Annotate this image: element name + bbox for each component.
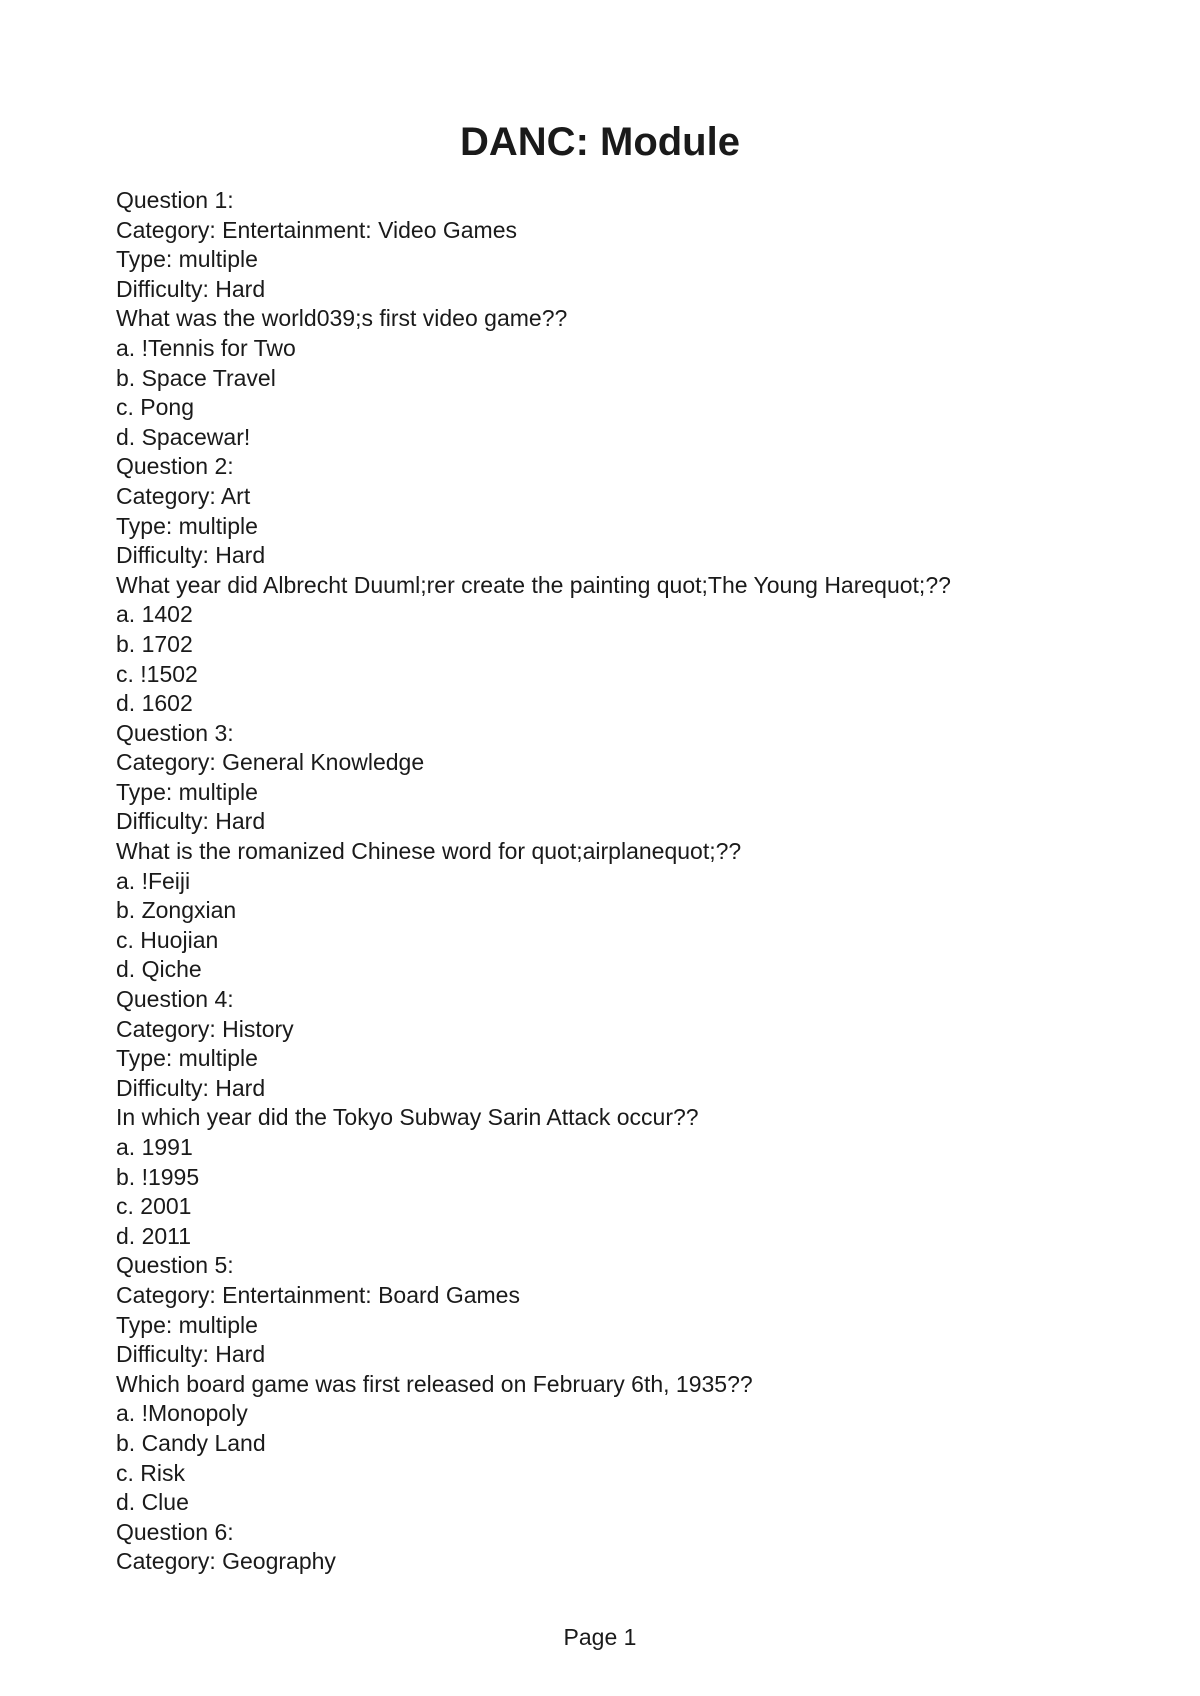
question-3-option-c: c. Huojian [116, 926, 219, 953]
question-5-option-c: c. Risk [116, 1459, 185, 1486]
question-4-option-d: d. 2011 [116, 1222, 192, 1249]
question-4-type: Type: multiple [116, 1045, 258, 1072]
question-5-option-b: b. Candy Land [116, 1429, 266, 1456]
question-1-type: Type: multiple [116, 246, 258, 273]
question-4-option-c: c. 2001 [116, 1193, 192, 1220]
page-title: DANC: Module [460, 120, 740, 164]
question-1-option-b: b. Space Travel [116, 364, 276, 391]
question-2-heading: Question 2: [116, 453, 234, 480]
question-4-option-b: b. !1995 [116, 1163, 200, 1190]
question-1-heading: Question 1: [116, 187, 234, 213]
question-4-category: Category: History [116, 1015, 294, 1042]
question-5-category: Category: Entertainment: Board Games [116, 1281, 520, 1308]
question-5-option-d: d. Clue [116, 1489, 189, 1516]
question-5-difficulty: Difficulty: Hard [116, 1341, 266, 1368]
document-body [116, 186, 1116, 1577]
question-2-category: Category: Art [116, 482, 251, 509]
question-3-option-d: d. Qiche [116, 956, 202, 983]
question-3-type: Type: multiple [116, 778, 258, 805]
question-4-option-a: a. 1991 [116, 1134, 193, 1160]
question-2-option-d: d. 1602 [116, 690, 193, 717]
question-4-difficulty: Difficulty: Hard [116, 1074, 266, 1101]
question-5-type: Type: multiple [116, 1311, 258, 1338]
question-1-option-d: d. Spacewar! [116, 423, 251, 450]
question-3-option-a: a. !Feiji [116, 867, 191, 894]
question-5-option-a: a. !Monopoly [116, 1400, 248, 1427]
question-3-category: Category: General Knowledge [116, 749, 425, 776]
question-2-difficulty: Difficulty: Hard [116, 542, 266, 569]
question-3-option-b: b. Zongxian [116, 897, 237, 924]
question-6-heading: Question 6: [116, 1518, 234, 1545]
question-4-text: In which year did the Tokyo Subway Sarin Attack occur?? [116, 1104, 699, 1131]
question-3-difficulty: Difficulty: Hard [116, 808, 266, 835]
question-2-type: Type: multiple [116, 512, 258, 539]
question-2-option-b: b. 1702 [116, 630, 193, 657]
question-2-option-a: a. 1402 [116, 601, 193, 628]
question-5-text: Which board game was first released on February 6th, 1935?? [116, 1370, 753, 1397]
question-2-option-c: c. !1502 [116, 660, 198, 687]
question-1-text: What was the world039;s first video game?? [116, 305, 568, 332]
question-3-heading: Question 3: [116, 719, 234, 746]
question-1-option-a: a. !Tennis for Two [116, 334, 296, 361]
question-4-heading: Question 4: [116, 986, 234, 1013]
question-6-category: Category: Geography [116, 1548, 336, 1575]
question-5-heading: Question 5: [116, 1252, 234, 1279]
question-3-text: What is the romanized Chinese word for quot;airplanequot;?? [116, 838, 742, 865]
question-1-option-c: c. Pong [116, 394, 194, 421]
question-2-text: What year did Albrecht Duuml;rer create the painting quot;The Young Harequot;?? [116, 571, 951, 598]
question-1-difficulty: Difficulty: Hard [116, 275, 266, 302]
question-1-category: Category: Entertainment: Video Games [116, 216, 518, 243]
page-number: Page 1 [563, 1624, 637, 1650]
